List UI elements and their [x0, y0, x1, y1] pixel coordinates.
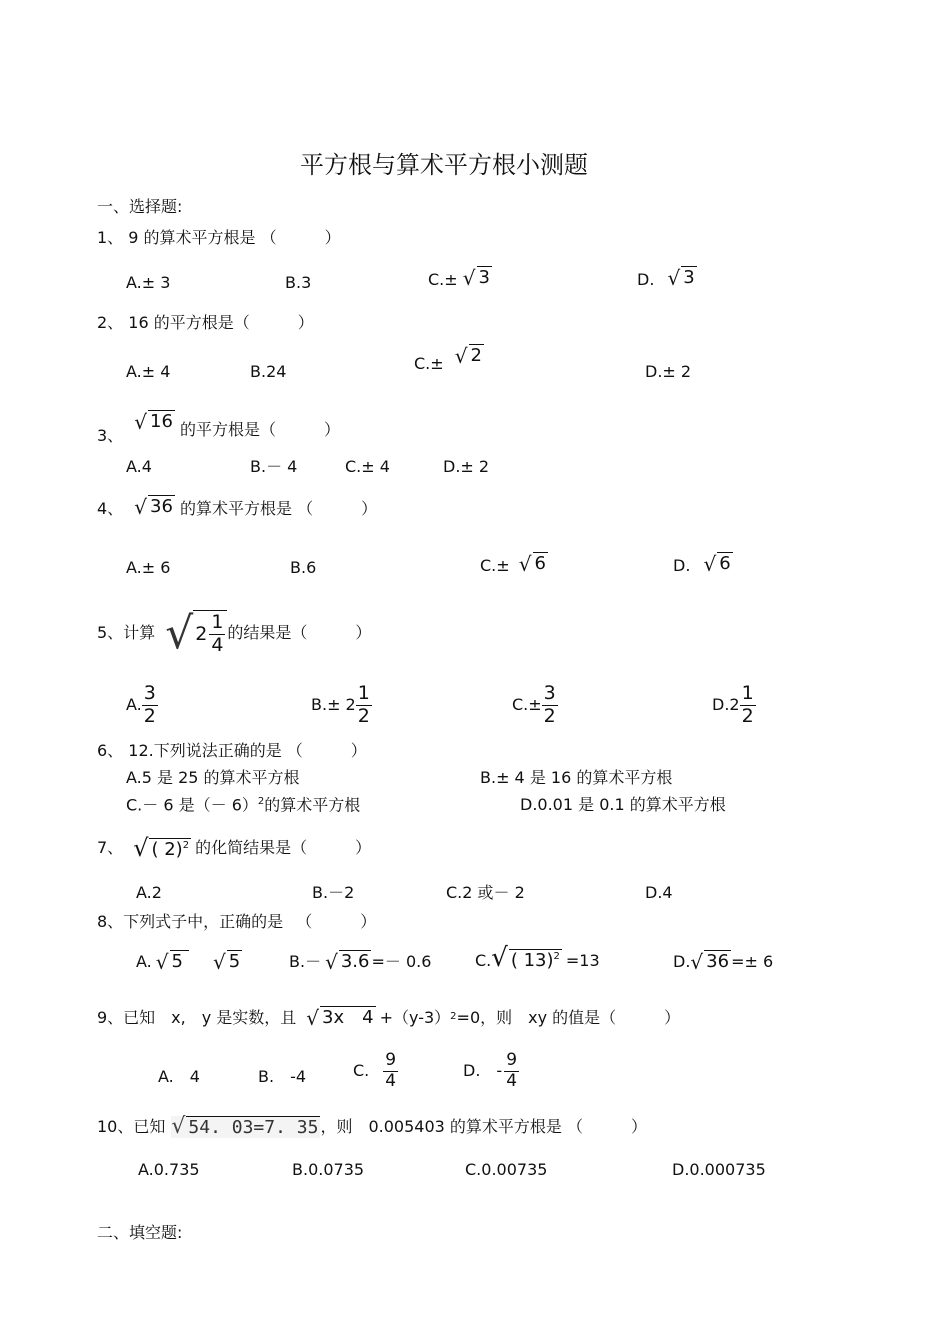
question-4-option-a[interactable]: A.± 6 — [126, 558, 171, 577]
fraction-denominator: 2 — [357, 704, 370, 727]
question-1-option-c[interactable]: C.± √ 3 — [428, 265, 490, 290]
question-4-stem: 4、 √ 36 的算术平方根是 （ ） — [97, 494, 378, 519]
question-9-option-b[interactable]: B. -4 — [258, 1067, 307, 1086]
question-10-option-a[interactable]: A.0.735 — [138, 1160, 200, 1179]
question-5-option-b[interactable] — [311, 684, 372, 727]
option-label: C. — [353, 1061, 370, 1081]
fraction-numerator: 1 — [211, 611, 224, 633]
option-label: C.± — [480, 555, 510, 575]
question-10-option-d[interactable]: D.0.000735 — [672, 1160, 766, 1179]
question-1-option-d[interactable]: D. √ 3 — [637, 265, 695, 290]
exponent: 2 — [182, 840, 190, 852]
embedded-formula-image: √ 54. 03=7. 35 — [171, 1114, 319, 1139]
radicand: 36 — [150, 496, 173, 517]
question-text: 9、已知 x, y 是实数，且 — [97, 1007, 297, 1027]
option-label: C.± — [414, 353, 444, 373]
question-8-option-d[interactable]: D. √ 36 =± 6 — [673, 949, 774, 974]
radicand: 36 — [706, 951, 730, 972]
question-4-option-d[interactable]: D. √ 6 — [673, 551, 731, 576]
radicand: 5 — [170, 950, 189, 972]
question-number: 3、 — [97, 425, 124, 445]
option-label: C.± — [428, 269, 458, 289]
question-text: ，则 0.005403 的算术平方根是 （ ） — [320, 1117, 647, 1136]
radicand — [149, 838, 191, 860]
question-5-stem — [97, 607, 372, 659]
question-8-option-c[interactable]: C. √ ( 13)$^2$ =13 — [475, 943, 600, 973]
radicand: 6 — [534, 553, 546, 574]
fraction-denominator: 2 — [143, 704, 156, 727]
option-label: A. — [126, 695, 142, 715]
question-9-option-d[interactable] — [463, 1052, 519, 1091]
question-3-option-d[interactable]: D.± 2 — [443, 457, 490, 476]
question-7-option-b[interactable]: B.－2 — [312, 883, 355, 902]
question-text: 的算术平方根是 （ ） — [180, 498, 378, 518]
option-text: =－ 0.6 — [371, 951, 432, 971]
question-4-option-b[interactable]: B.6 — [290, 558, 317, 577]
question-5-option-a[interactable] — [126, 684, 158, 727]
question-1-stem: 1、 9 的算术平方根是 （ ） — [97, 228, 341, 247]
question-text: =0，则 xy 的值是（ ） — [456, 1007, 681, 1027]
question-10-option-c[interactable]: C.0.00735 — [465, 1160, 548, 1179]
option-text: C.－ 6 是（－ 6） — [126, 795, 258, 815]
question-5-option-c[interactable] — [512, 684, 558, 727]
option-text: =13 — [565, 951, 600, 970]
question-3-stem: 3、 √ 16 的平方根是（ ） — [97, 409, 341, 445]
question-9-option-c[interactable] — [353, 1052, 398, 1091]
fraction-denominator: 2 — [543, 704, 556, 727]
question-7-stem: 7、 √ ( 2)$^2$ 的化简结果是（ ） — [97, 834, 372, 862]
radical-sign: √ — [165, 607, 194, 659]
question-1-option-b[interactable]: B.3 — [285, 273, 312, 292]
question-10-option-b[interactable]: B.0.0735 — [292, 1160, 365, 1179]
question-3-option-b[interactable]: B.－ 4 — [250, 457, 298, 476]
radicand-base: ( 13) — [510, 950, 554, 972]
question-7-option-c[interactable]: C.2 或－ 2 — [446, 883, 525, 902]
radicand: 3 — [683, 267, 695, 288]
option-label: D. - — [463, 1061, 503, 1081]
question-5-option-d[interactable] — [712, 684, 756, 727]
question-number: 5、计算 — [97, 622, 156, 642]
question-number: 4、 — [97, 498, 124, 518]
fraction-denominator: 4 — [211, 633, 224, 656]
question-1-option-a[interactable]: A.± 3 — [126, 273, 171, 292]
question-6-option-d[interactable]: D.0.01 是 0.1 的算术平方根 — [520, 795, 726, 814]
question-7-option-d[interactable]: D.4 — [645, 883, 673, 902]
question-2-stem: 2、 16 的平方根是（ ） — [97, 313, 314, 332]
question-6-option-a[interactable]: A.5 是 25 的算术平方根 — [126, 768, 300, 787]
question-3-option-c[interactable]: C.± 4 — [345, 457, 390, 476]
question-number: 10、已知 — [97, 1117, 166, 1136]
fraction-denominator: 4 — [385, 1070, 397, 1091]
option-label: D.2 — [712, 695, 740, 715]
question-8-stem: 8、下列式子中，正确的是 （ ） — [97, 912, 377, 931]
option-label: C.± — [512, 695, 542, 715]
question-2-option-d[interactable]: D.± 2 — [645, 362, 692, 381]
radicand — [509, 949, 562, 971]
question-3-option-a[interactable]: A.4 — [126, 457, 152, 476]
option-label: D. — [637, 269, 655, 289]
mixed-number-radical — [165, 607, 227, 659]
fraction-denominator: 4 — [506, 1070, 518, 1091]
question-text: 的化简结果是（ ） — [195, 838, 372, 857]
radicand-base: ( 2) — [151, 839, 183, 861]
question-4-option-c[interactable]: C.± √ 6 — [480, 551, 546, 576]
radicand: 3.6 — [340, 951, 370, 972]
radicand: 16 — [150, 411, 173, 432]
radicand: 3 — [478, 267, 490, 288]
question-9-stem: 9、已知 x, y 是实数，且 √ 3x 4 +（y-3） 2 =0，则 xy 的值是（ ） — [97, 1005, 681, 1030]
option-label: D. — [673, 951, 691, 971]
option-label: C. — [475, 951, 492, 970]
option-text: =± 6 — [731, 951, 774, 971]
fraction-numerator: 3 — [543, 682, 556, 704]
exponent: 2 — [450, 1011, 457, 1022]
exponent: 2 — [257, 796, 265, 807]
question-2-option-c[interactable]: C.± √ 2 — [414, 343, 482, 373]
question-7-option-a[interactable]: A.2 — [136, 883, 162, 902]
fraction-numerator: 3 — [143, 682, 156, 704]
radicand: 6 — [719, 553, 731, 574]
whole-part: 2 — [195, 622, 208, 645]
section-heading-fill-in: 二、填空题: — [97, 1223, 183, 1242]
option-label: D. — [673, 555, 691, 575]
question-2-option-a[interactable]: A.± 4 — [126, 362, 171, 381]
fraction-numerator: 9 — [506, 1050, 518, 1070]
question-10-stem — [97, 1116, 647, 1138]
radicand: 3x 4 — [322, 1007, 374, 1028]
formula-text: 54. 03=7. 35 — [188, 1117, 319, 1139]
fraction-numerator: 1 — [357, 682, 370, 704]
question-text: 的结果是（ ） — [227, 622, 372, 642]
question-8-option-a[interactable]: A. √ 5 √ 5 — [136, 949, 241, 974]
option-label: B.± 2 — [311, 695, 356, 715]
exponent: 2 — [553, 951, 560, 963]
question-6-option-b[interactable]: B.± 4 是 16 的算术平方根 — [480, 768, 673, 787]
option-label: B.－ — [289, 951, 322, 971]
question-8-option-b[interactable]: B.－ √ 3.6 =－ 0.6 — [289, 949, 432, 974]
question-2-option-b[interactable]: B.24 — [250, 362, 287, 381]
section-heading-choice: 一、选择题: — [97, 197, 183, 216]
question-number: 7、 — [97, 838, 124, 857]
fraction-denominator: 2 — [741, 704, 754, 727]
page-title: 平方根与算术平方根小测题 — [300, 151, 588, 179]
radicand: 2 — [470, 345, 482, 366]
question-6-stem: 6、 12.下列说法正确的是 （ ） — [97, 741, 367, 760]
question-text: +（y-3） — [379, 1007, 451, 1027]
radicand: 5 — [228, 951, 241, 972]
question-9-option-a[interactable]: A. 4 — [158, 1067, 200, 1086]
fraction-numerator: 1 — [741, 682, 754, 704]
option-label: A. — [136, 951, 152, 971]
question-text: 的平方根是（ ） — [180, 419, 341, 439]
option-text: 的算术平方根 — [264, 795, 361, 815]
fraction-numerator: 9 — [385, 1050, 397, 1070]
question-6-option-c[interactable] — [126, 797, 360, 813]
